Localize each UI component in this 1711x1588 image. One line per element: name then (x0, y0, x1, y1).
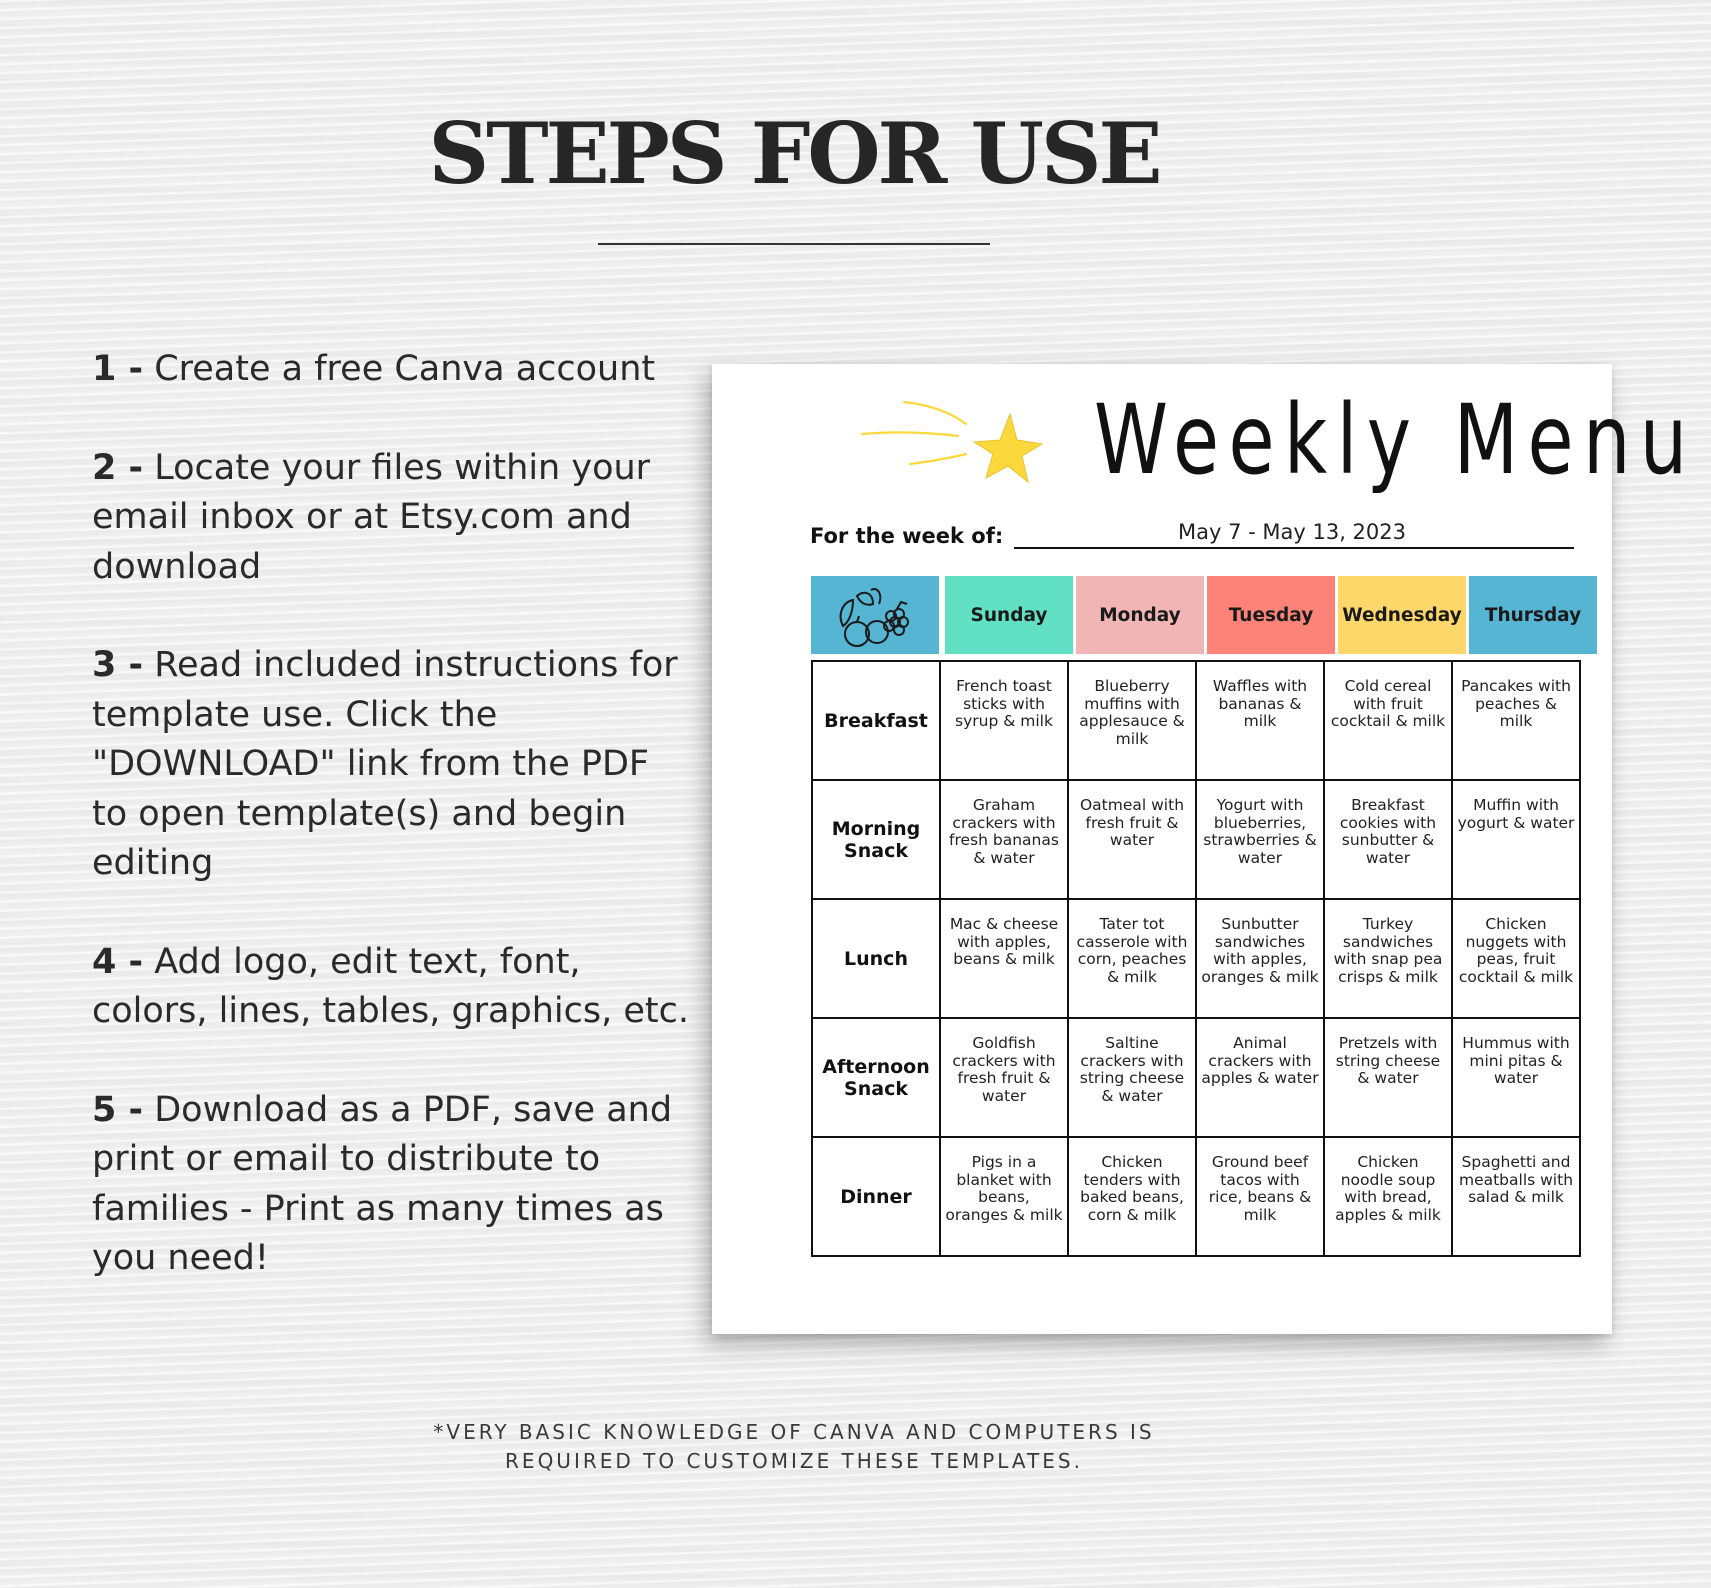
day-header-wednesday: Wednesday (1338, 576, 1466, 654)
step-item (92, 641, 692, 889)
footnote-line: *VERY BASIC KNOWLEDGE OF CANVA AND COMPUTERS IS (433, 1420, 1155, 1444)
menu-cell: Sunbutter sandwiches with apples, oranges & milk (1196, 899, 1324, 1018)
step-text: Download as a PDF, save and print or email to distribute to families - Print as many times as you need! (92, 1089, 673, 1278)
menu-cell: Breakfast cookies with sunbutter & water (1324, 780, 1452, 899)
menu-cell: Animal crackers with apples & water (1196, 1018, 1324, 1137)
row-label-afternoon-snack: Afternoon Snack (812, 1018, 940, 1137)
menu-cell: Pancakes with peaches & milk (1452, 661, 1580, 780)
menu-cell: Cold cereal with fruit cocktail & milk (1324, 661, 1452, 780)
menu-cell: Oatmeal with fresh fruit & water (1068, 780, 1196, 899)
menu-cell: Muffin with yogurt & water (1452, 780, 1580, 899)
shooting-star-icon (862, 394, 1052, 494)
steps-list (92, 345, 692, 1333)
step-number: 3 - (92, 645, 144, 685)
step-number: 5 - (92, 1089, 144, 1130)
title-divider (598, 243, 990, 245)
day-header-tuesday: Tuesday (1207, 576, 1335, 654)
step-item (92, 1086, 692, 1284)
menu-cell: Blueberry muffins with applesauce & milk (1068, 661, 1196, 780)
table-row (812, 1137, 1580, 1256)
table-row (812, 661, 1580, 780)
day-header-sunday: Sunday (945, 576, 1073, 654)
footnote-line: REQUIRED TO CUSTOMIZE THESE TEMPLATES. (505, 1449, 1083, 1473)
menu-cell: French toast sticks with syrup & milk (940, 661, 1068, 780)
step-text: Create a free Canva account (154, 349, 656, 389)
step-number: 1 - (92, 349, 144, 389)
step-text: Read included instructions for template use. Click the "DOWNLOAD" link from the PDF to open template(s) and begin editing (92, 645, 678, 883)
menu-cell: Chicken tenders with baked beans, corn & milk (1068, 1137, 1196, 1256)
footnote (0, 1418, 1588, 1476)
menu-cell: Saltine crackers with string cheese & water (1068, 1018, 1196, 1137)
week-underline (1014, 547, 1574, 549)
table-row (812, 780, 1580, 899)
menu-table (811, 660, 1581, 1257)
row-label-morning-snack: Morning Snack (812, 780, 940, 899)
menu-cell: Goldfish crackers with fresh fruit & water (940, 1018, 1068, 1137)
menu-cell: Waffles with bananas & milk (1196, 661, 1324, 780)
menu-cell: Pigs in a blanket with beans, oranges & milk (940, 1137, 1068, 1256)
menu-cell: Yogurt with blueberries, strawberries & water (1196, 780, 1324, 899)
weekly-menu-preview (712, 364, 1697, 1334)
step-number: 4 - (92, 941, 144, 982)
menu-cell: Ground beef tacos with rice, beans & milk (1196, 1137, 1324, 1256)
day-header-monday: Monday (1076, 576, 1204, 654)
step-item (92, 938, 692, 1037)
step-item (92, 345, 692, 395)
menu-cell: Mac & cheese with apples, beans & milk (940, 899, 1068, 1018)
step-text: Locate your files within your email inbox or at Etsy.com and download (92, 447, 651, 587)
menu-header-row (811, 576, 1711, 654)
menu-cell: Chicken noodle soup with bread, apples & milk (1324, 1137, 1452, 1256)
menu-cell: Spaghetti and meatballs with salad & milk (1452, 1137, 1580, 1256)
page-title: STEPS FOR USE (428, 104, 1160, 203)
week-value: May 7 - May 13, 2023 (1178, 520, 1406, 544)
day-header-thursday: Thursday (1469, 576, 1597, 654)
menu-title: Weekly Menu (1094, 384, 1697, 496)
row-label-lunch: Lunch (812, 899, 940, 1018)
menu-cell: Chicken nuggets with peas, fruit cocktail & milk (1452, 899, 1580, 1018)
menu-cell: Pretzels with string cheese & water (1324, 1018, 1452, 1137)
table-row (812, 1018, 1580, 1137)
table-row (812, 899, 1580, 1018)
week-label: For the week of: (810, 524, 1004, 548)
step-text: Add logo, edit text, font, colors, lines, tables, graphics, etc. (92, 941, 689, 1031)
row-label-breakfast: Breakfast (812, 661, 940, 780)
fruit-basket-icon (811, 576, 939, 654)
step-number: 2 - (92, 447, 144, 488)
menu-cell: Turkey sandwiches with snap pea crisps & milk (1324, 899, 1452, 1018)
menu-cell: Graham crackers with fresh bananas & water (940, 780, 1068, 899)
menu-cell: Tater tot casserole with corn, peaches & milk (1068, 899, 1196, 1018)
row-label-dinner: Dinner (812, 1137, 940, 1256)
menu-cell: Hummus with mini pitas & water (1452, 1018, 1580, 1137)
step-item (92, 444, 692, 593)
